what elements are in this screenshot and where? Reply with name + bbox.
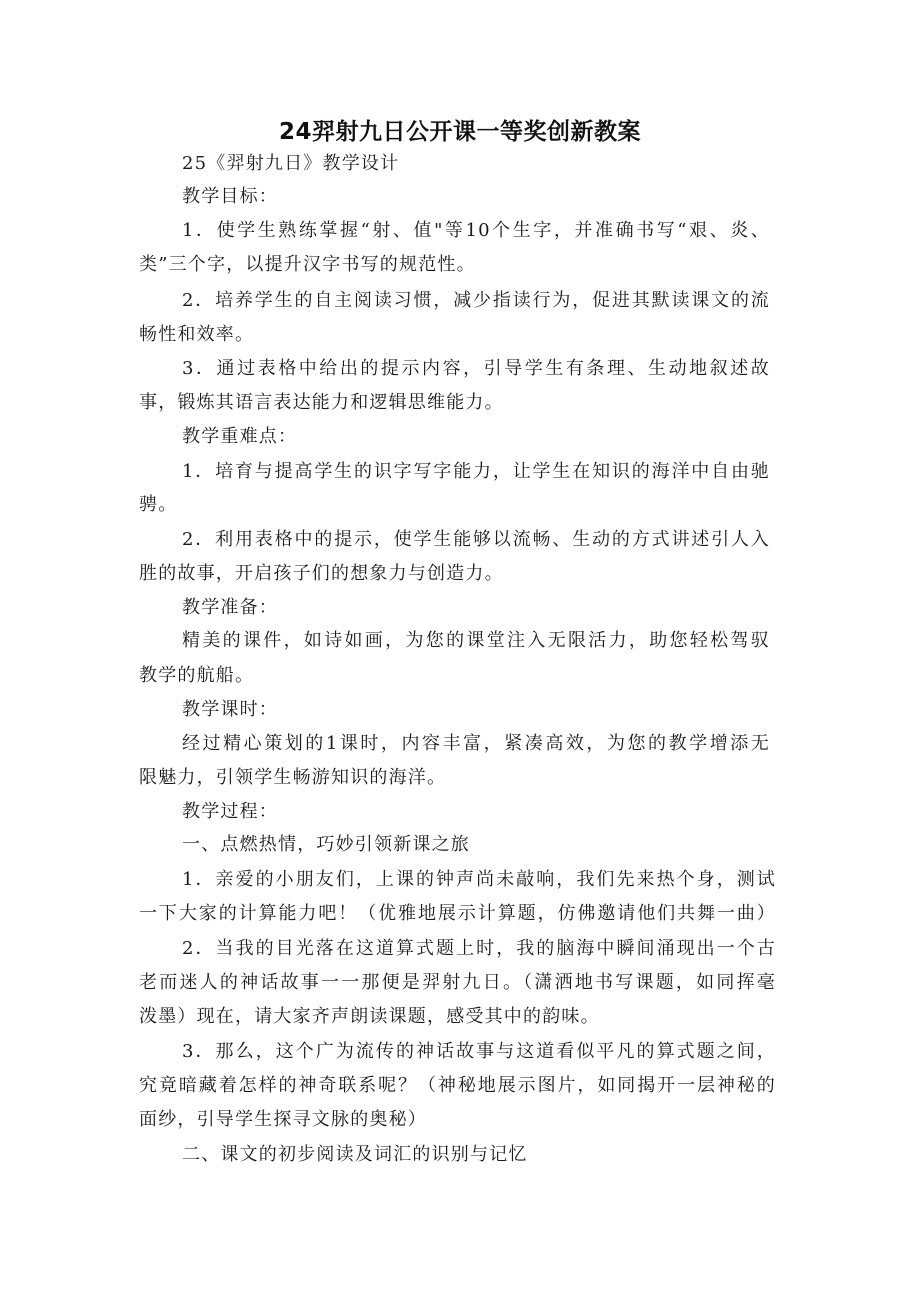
- paragraph-line: 骋。: [139, 494, 178, 515]
- paragraph-line: 3．那么，这个广为流传的神话故事与这道看似平凡的算式题之间，: [182, 1041, 776, 1062]
- lesson-heading: 25《羿射九日》教学设计: [182, 153, 400, 174]
- paragraph-line: 一下大家的计算能力吧！（优雅地展示计算题，仿佛邀请他们共舞一曲）: [139, 903, 776, 924]
- section-label-process: 教学过程：: [182, 801, 278, 822]
- paragraph-line: 畅性和效率。: [139, 324, 255, 345]
- paragraph-line: 类”三个字，以提升汉字书写的规范性。: [139, 254, 476, 275]
- paragraph-line: 3．通过表格中给出的提示内容，引导学生有条理、生动地叙述故: [182, 358, 770, 379]
- section-label-objectives: 教学目标：: [182, 186, 278, 207]
- paragraph-line: 2．利用表格中的提示，使学生能够以流畅、生动的方式讲述引人入: [182, 529, 770, 550]
- subsection-heading: 一、点燃热情，巧妙引领新课之旅: [182, 834, 470, 855]
- paragraph-line: 教学的航船。: [139, 665, 255, 686]
- paragraph-line: 面纱，引导学生探寻文脉的奥秘）: [139, 1109, 427, 1130]
- paragraph-line: 1．使学生熟练掌握“射、值"等10个生字，并准确书写“艰、炎、: [182, 220, 770, 241]
- document-title: 24羿射九日公开课一等奖创新教案: [278, 119, 641, 145]
- paragraph-line: 1．培育与提高学生的识字写字能力，让学生在知识的海洋中自由驰: [182, 461, 770, 482]
- subsection-heading: 二、课文的初步阅读及词汇的识别与记忆: [182, 1144, 528, 1165]
- section-label-preparation: 教学准备：: [182, 597, 278, 618]
- section-label-periods: 教学课时：: [182, 699, 278, 720]
- paragraph-line: 事，锻炼其语言表达能力和逻辑思维能力。: [139, 392, 504, 413]
- paragraph-line: 老而迷人的神话故事一一那便是羿射九日。（潇洒地书写课题，如同挥毫: [139, 972, 776, 993]
- paragraph-line: 精美的课件，如诗如画，为您的课堂注入无限活力，助您轻松驾驭: [182, 630, 770, 651]
- paragraph-line: 经过精心策划的1课时，内容丰富，紧凑高效，为您的教学增添无: [182, 733, 770, 754]
- paragraph-line: 泼墨）现在，请大家齐声朗读课题，感受其中的韵味。: [139, 1006, 600, 1027]
- section-label-key-points: 教学重难点：: [182, 426, 298, 447]
- paragraph-line: 2．当我的目光落在这道算式题上时，我的脑海中瞬间涌现出一个古: [182, 938, 776, 959]
- paragraph-line: 2．培养学生的自主阅读习惯，减少指读行为，促进其默读课文的流: [182, 290, 770, 311]
- paragraph-line: 胜的故事，开启孩子们的想象力与创造力。: [139, 563, 504, 584]
- paragraph-line: 究竟暗藏着怎样的神奇联系呢？（神秘地展示图片，如同揭开一层神秘的: [139, 1075, 776, 1096]
- paragraph-line: 1．亲爱的小朋友们，上课的钟声尚未敲响，我们先来热个身，测试: [182, 869, 776, 890]
- paragraph-line: 限魅力，引领学生畅游知识的海洋。: [139, 767, 447, 788]
